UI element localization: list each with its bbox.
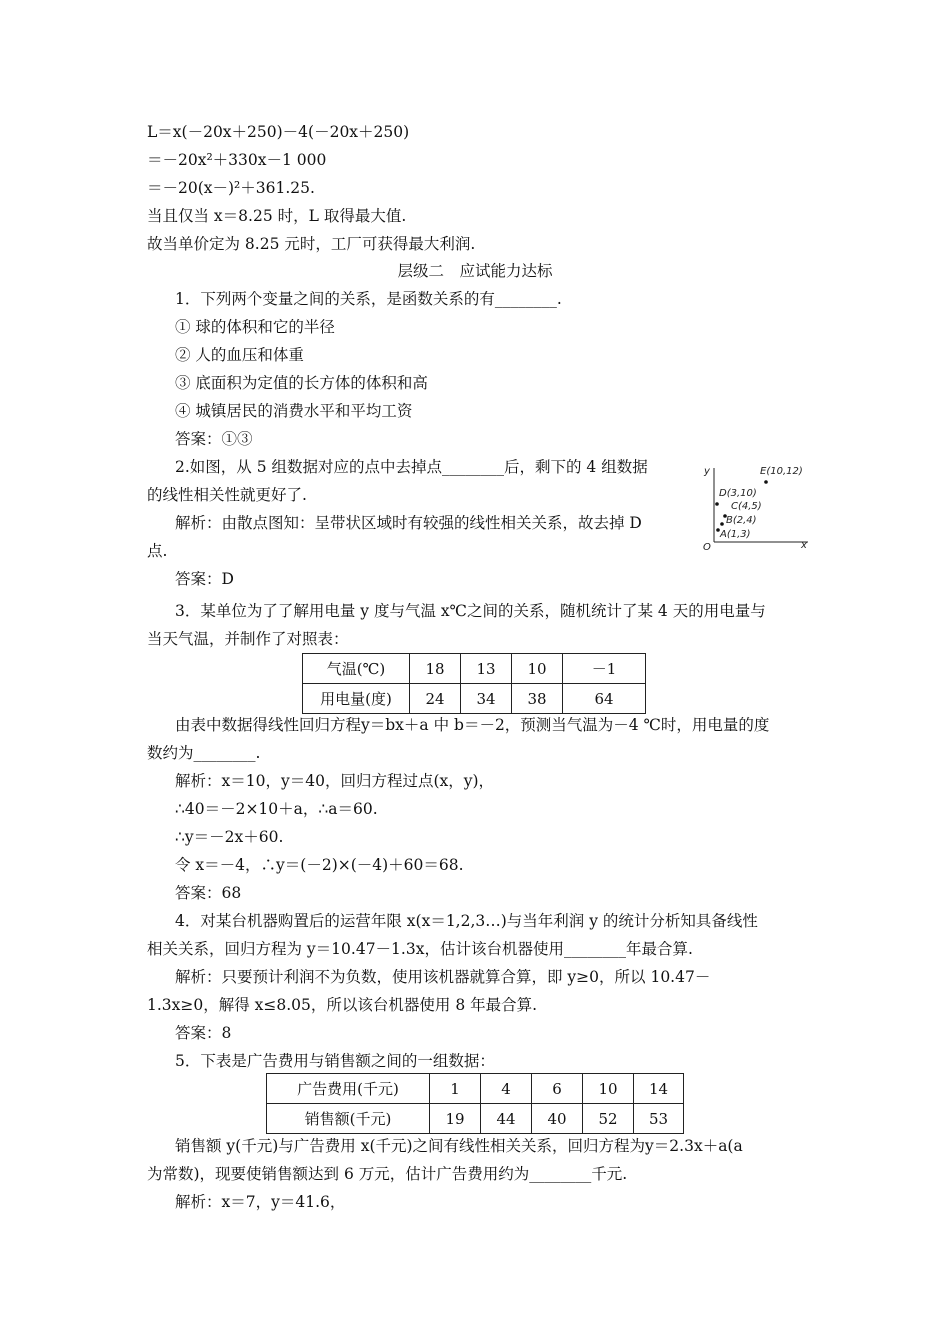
- question-5-solution: 解析：x＝7，y＝41.6，: [175, 1193, 346, 1211]
- point-e-label: E(10,12): [760, 466, 803, 477]
- question-3-answer: 答案：68: [175, 884, 242, 902]
- table-row: [303, 684, 646, 714]
- table-row: [303, 654, 646, 684]
- question-3-text: 由表中数据得线性回归方程y＝bx＋a 中 b＝－2，预测当气温为－4 ℃时，用电量的度: [175, 716, 770, 734]
- point-b: [720, 522, 724, 526]
- section-title: 层级二 应试能力达标: [397, 262, 553, 280]
- question-3-stem: 3．某单位为了了解用电量 y 度与气温 x℃之间的关系，随机统计了某 4 天的用电量与: [175, 602, 766, 620]
- table-cell: 广告费用(千元): [267, 1074, 430, 1104]
- table-row: [267, 1104, 684, 1134]
- question-4-solution: 解析：只要预计利润不为负数，使用该机器就算合算，即 y≥0，所以 10.47－: [175, 968, 711, 986]
- table-cell: 18: [410, 654, 461, 684]
- table-cell: 53: [634, 1104, 684, 1134]
- point-c-label: C(4,5): [731, 501, 762, 512]
- temperature-power-table: [302, 653, 646, 714]
- question-1-option-1: ① 球的体积和它的半径: [175, 318, 335, 336]
- equation-line-2: ＝－20x²＋330x－1 000: [147, 151, 327, 169]
- point-d: [715, 502, 719, 506]
- table-row: [267, 1074, 684, 1104]
- question-1-option-2: ② 人的血压和体重: [175, 346, 304, 364]
- table-cell: 销售额(千元): [267, 1104, 430, 1134]
- question-2-stem: 2.如图，从 5 组数据对应的点中去掉点________后，剩下的 4 组数据: [175, 458, 648, 476]
- question-3-stem-cont: 当天气温，并制作了对照表：: [147, 630, 349, 648]
- question-5-text-cont: 为常数)，现要使销售额达到 6 万元，估计广告费用约为________千元.: [147, 1165, 628, 1183]
- table-cell: 13: [461, 654, 512, 684]
- table-cell: 10: [583, 1074, 634, 1104]
- table-cell: 38: [512, 684, 563, 714]
- scatter-plot-figure: [700, 460, 815, 552]
- table-cell: 6: [532, 1074, 583, 1104]
- table-cell: 34: [461, 684, 512, 714]
- question-1-stem: 1．下列两个变量之间的关系，是函数关系的有________.: [175, 290, 562, 308]
- y-axis-label: y: [704, 466, 710, 477]
- text-line: 当且仅当 x＝8.25 时，L 取得最大值.: [147, 207, 407, 225]
- question-2-stem-cont: 的线性相关性就更好了.: [147, 486, 307, 504]
- table-cell: 44: [481, 1104, 532, 1134]
- question-4-solution-cont: 1.3x≥0，解得 x≤8.05，所以该台机器使用 8 年最合算.: [147, 996, 538, 1014]
- question-3-text-cont: 数约为________.: [147, 744, 261, 762]
- table-cell: 24: [410, 684, 461, 714]
- table-cell: 10: [512, 654, 563, 684]
- question-4-stem: 4．对某台机器购置后的运营年限 x(x＝1,2,3…)与当年利润 y 的统计分析知具备线性: [175, 912, 758, 930]
- point-b-label: B(2,4): [726, 515, 757, 526]
- text-line: 故当单价定为 8.25 元时，工厂可获得最大利润.: [147, 235, 476, 253]
- point-d-label: D(3,10): [719, 488, 757, 499]
- table-cell: 40: [532, 1104, 583, 1134]
- question-3-solution: 解析：x＝10，y＝40，回归方程过点(x，y)，: [175, 772, 495, 790]
- point-a-label: A(1,3): [720, 529, 751, 540]
- equation-line-1: L＝x(－20x＋250)－4(－20x＋250): [147, 123, 410, 141]
- question-1-answer: 答案：①③: [175, 430, 253, 448]
- question-5-text: 销售额 y(千元)与广告费用 x(千元)之间有线性相关关系，回归方程为y＝2.3x＋a(a: [175, 1137, 743, 1155]
- question-3-solution: 令 x＝－4，∴y＝(－2)×(－4)＋60＝68.: [175, 856, 464, 874]
- question-3-solution: ∴y＝－2x＋60.: [175, 828, 284, 846]
- question-4-stem-cont: 相关关系，回归方程为 y＝10.47－1.3x，估计该台机器使用________年最合算.: [147, 940, 693, 958]
- table-cell: 用电量(度): [303, 684, 410, 714]
- x-axis-label: x: [801, 540, 807, 551]
- question-2-solution-cont: 点.: [147, 542, 168, 560]
- table-cell: 气温(℃): [303, 654, 410, 684]
- question-1-option-4: ④ 城镇居民的消费水平和平均工资: [175, 402, 413, 420]
- origin-label: O: [703, 542, 711, 552]
- table-cell: 52: [583, 1104, 634, 1134]
- equation-line-3: ＝－20(x－)²＋361.25.: [147, 179, 315, 197]
- question-2-answer: 答案：D: [175, 570, 234, 588]
- table-cell: －1: [563, 654, 646, 684]
- question-1-option-3: ③ 底面积为定值的长方体的体积和高: [175, 374, 428, 392]
- ad-sales-table: [266, 1073, 684, 1134]
- question-3-solution: ∴40＝－2×10＋a，∴a＝60.: [175, 800, 378, 818]
- table-cell: 64: [563, 684, 646, 714]
- point-e: [764, 480, 768, 484]
- table-cell: 1: [430, 1074, 481, 1104]
- question-5-stem: 5．下表是广告费用与销售额之间的一组数据：: [175, 1052, 495, 1070]
- table-cell: 14: [634, 1074, 684, 1104]
- question-4-answer: 答案：8: [175, 1024, 232, 1042]
- question-2-solution: 解析：由散点图知：呈带状区域时有较强的线性相关关系，故去掉 D: [175, 514, 642, 532]
- table-cell: 19: [430, 1104, 481, 1134]
- table-cell: 4: [481, 1074, 532, 1104]
